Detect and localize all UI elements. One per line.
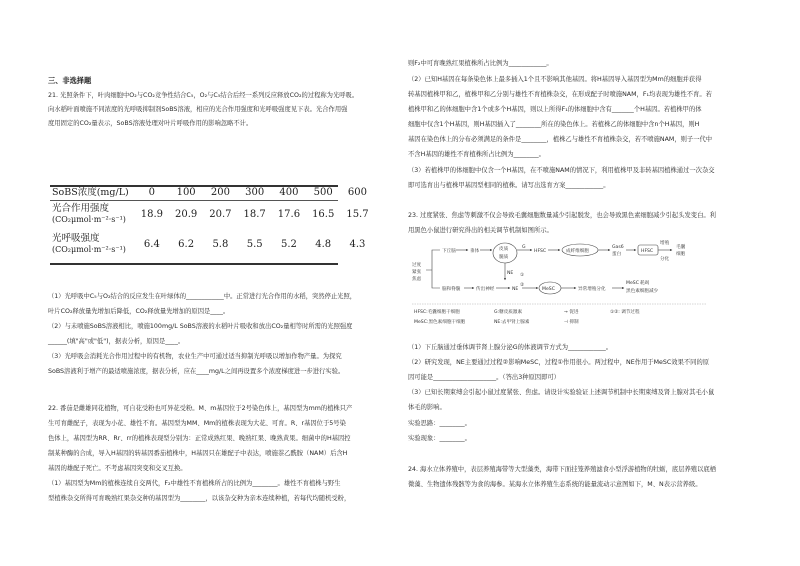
q23-sub-4: （3）已知长期束缚会引起小鼠过度紧张、焦虑。请设计实验验证上述调节机制中长期束缚及肾上腺对其毛小鼠	[408, 389, 715, 396]
hypothalamus-label: 下丘脑	[442, 249, 456, 254]
row-label-photo-name: 光合作用强度	[52, 203, 110, 214]
q21-line-3: 度用固定的CO₂量表示，SoBS溶液处理对叶片呼吸作用的影响忽略不计。	[48, 120, 253, 127]
g-label: G	[522, 245, 526, 250]
conc-cell: 300	[245, 187, 265, 198]
q23-sub-2: （2）研究发现，NE主要通过过程②影响MeSC，过程①作用很小。两过程中，NE作用于MeSC效果不同的原	[408, 359, 710, 366]
photo-cell: 16.5	[312, 208, 335, 220]
q22-line-4: 制某种酶的合成，导入H基因的转基因番茄植株中，H基因只在雄配子中表达，喷施萘乙酰胺（NAM）后含H	[48, 450, 348, 457]
gas6-label-1: Gas6	[612, 245, 624, 250]
q22-line-5: 基因的雄配子死亡。不考虑基因突变和交叉互换。	[48, 465, 187, 472]
table-row-photosynthesis	[50, 199, 375, 229]
photo-cell: 20.9	[175, 208, 198, 220]
adrenal-gland-shape	[493, 243, 517, 263]
mesc-label: MeSC	[542, 287, 555, 292]
q21-sub-6: SoBS溶液利于增产的最适喷施浓度，据表分析，应在____mg/L之间再设置多个浓度梯度进一步进行实验。	[48, 368, 345, 375]
row-label-photo	[50, 199, 135, 229]
q21-sub-5: （3）光呼吸会消耗光合作用过程中的有机物，农业生产中可通过适当抑制光呼吸以增加作物产量。为探究	[48, 353, 342, 360]
nerve-label: 传出神经	[476, 287, 495, 292]
hfsc-inhibit-label: HFSC	[534, 249, 547, 254]
hair-label-1: 毛囊	[676, 245, 686, 250]
row-label-photo-unit: (CO₂μmol·m⁻²·s⁻¹)	[52, 215, 126, 224]
q23-line-1: 23. 过度紧张、焦虑等刺激不仅会导致毛囊细胞数量减少引起脱发，也会导致黑色素细胞减少引起头发变白。利	[408, 212, 716, 219]
conc-cell: 600	[347, 187, 367, 198]
q22-cont-6: 基因在染色体上的分布必须满足的条件是________，植株乙与雄性不育植株杂交，若不喷施NAM，则子一代中	[408, 136, 713, 143]
prolif-label-1: 增殖	[660, 241, 670, 246]
prolif-label-2: 分化	[660, 257, 670, 262]
q22-line-2: 生可育雌配子，表现为小花、雄性不育。基因型为MM、Mm的植株表现为大花、可育。R、r基因位于5号染	[48, 420, 346, 427]
table-row-concentration	[50, 186, 375, 199]
conc-cell: 100	[176, 187, 196, 198]
q22-cont-4: 植株甲和乙的体细胞中含1个或多个H基因，则以上所得F₁的体细胞中含有_______个H基因。若植株甲的体	[408, 106, 702, 113]
adrenal-medulla-label: 髓质	[499, 255, 509, 260]
q21-line-1: 21. 光照条件下，叶肉细胞中O₂与CO₂竞争性结合C₅，O₂与C₅结合后经一系列反应释放CO₂的过程称为光呼吸。	[48, 92, 359, 99]
row-label-resp-unit: (CO₂μmol·m⁻²·s⁻¹)	[52, 245, 126, 254]
q22-line-3: 色体上，基因型为RR、Rr、rr的植株表现型分别为：正常成熟红果、晚熟红果、晚熟黄果。细菌中的H基因控	[48, 435, 351, 442]
conc-cell: 500	[313, 187, 333, 198]
q21-sub-4: ______(填"高"或"低")，据表分析，原因是____。	[48, 338, 185, 345]
legend-mesc: MeSC:黑色素细胞干细胞	[414, 320, 466, 325]
resp-cell: 6.2	[178, 238, 195, 250]
ne-label: NE	[512, 287, 519, 292]
mesc-depletion-2: 耗竭	[640, 281, 650, 286]
q21-sub-1: （1）光呼吸中C₅与O₂结合的反应发生在叶绿体的____________中。正常进行光合作用的水稻，突然停止光照，	[48, 293, 357, 300]
legend-inhibit: ⊣ 抑制	[564, 320, 579, 325]
conc-cell: 0	[148, 187, 156, 198]
q22-cont-1: 则F₂中可育晚熟红果植株所占比例为____________。	[408, 60, 553, 67]
photo-cell: 20.7	[209, 208, 232, 220]
table-rule-bottom	[50, 263, 338, 265]
photo-cell: 18.9	[140, 208, 163, 220]
resp-cell: 5.8	[212, 238, 229, 250]
brain-spinal-label: 脑和脊髓	[442, 287, 461, 292]
q23-sub-6: 实验思路：________。	[408, 420, 471, 427]
legend-process: ①②: 调节过程	[610, 310, 640, 315]
q22-cont-9: 即可选育出与植株甲基因型相同的植株。请写出选育方案____________。	[408, 182, 610, 189]
photo-cell: 17.6	[277, 208, 301, 220]
q22-cont-8: （3）若植株甲的体细胞中仅含一个H基因，在不喷施NAM的情况下，利用植株甲及非转基因植株通过一次杂交	[408, 167, 715, 174]
ne-label-upper: NE	[507, 271, 514, 276]
photo-cell: 15.7	[346, 208, 369, 220]
stimulus-label-1: 过度	[412, 263, 422, 268]
row-label-resp-name: 光呼吸强度	[52, 233, 100, 244]
stimulus-label-2: 紧张	[412, 270, 422, 275]
resp-cell: 4.8	[315, 238, 332, 250]
q22-cont-3: 转基因植株甲和乙，植株甲和乙分别与雄性不育植株杂交，在形成配子时喷施NAM，F₁均表现为雄性不育。若	[408, 91, 712, 98]
hfsc-label: HFSC	[641, 249, 654, 254]
q23-line-2: 用黑色小鼠进行研究得出的相关调节机制如图所示。	[408, 227, 553, 234]
hair-label-2: 细胞	[676, 252, 686, 257]
resp-cell: 5.5	[246, 238, 263, 250]
q22-cont-5: 细胞中仅含1个H基因，则H基因插入了________所在的染色体上。若植株乙的体细胞中含n个H基因，则H	[408, 121, 700, 128]
stimulus-label-3: 焦虑	[412, 277, 422, 282]
conc-cell: 200	[210, 187, 230, 198]
pituitary-label: 垂体	[470, 249, 480, 254]
photo-cell: 18.7	[243, 208, 266, 220]
conc-cell: 400	[279, 187, 299, 198]
section-title: 三、非选择题	[48, 76, 92, 85]
q22-line-7: 型植株杂交所得可育晚熟红果杂交种的基因型为________，以该杂交种为亲本连续种植，若每代均随机受粉，	[48, 495, 351, 502]
mesc-depletion-1: MeSC	[626, 281, 639, 286]
abnormal-label: 异常增殖分化	[578, 287, 606, 292]
q22-cont-7: 不含H基因的雄性不育植株所占比例为________。	[408, 151, 545, 158]
q24-line-2: 微藻、生物遗体残骸等为食的海参。某海水立体养殖生态系统的能量流动示意图如下，M、N表示营养级。	[408, 481, 702, 488]
q21-sub-2: 叶片CO₂释放量先增加后降低，CO₂释放量先增加的原因是____。	[48, 308, 230, 315]
sobs-table	[50, 186, 375, 259]
q23-sub-1: （1）下丘脑通过垂体调节肾上腺分泌G的体液调节方式为____________。	[408, 344, 613, 351]
q24-line-1: 24. 海水立体养殖中，表层养殖海带等大型藻类，海带下面挂笼养殖滤食小型浮游植物的牡蛎，底层养殖以底栖	[408, 466, 716, 473]
q22-cont-2: （2）已知H基因在每条染色体上最多插入1个且不影响其他基因。将H基因导入基因型为Mm的细胞并获得	[408, 76, 702, 83]
legend-promote: → 促进	[564, 310, 579, 315]
resp-cell: 4.3	[349, 238, 366, 250]
circle-1: ①	[520, 273, 525, 278]
legend-ne: NE:去甲肾上腺素	[494, 320, 530, 325]
gas6-label-2: 蛋白	[612, 252, 622, 257]
mesc-depletion-3: 黑色素细胞减少	[626, 289, 659, 294]
legend-hfsc: HFSC:毛囊细胞干细胞	[414, 310, 460, 315]
stimulus-bracket	[426, 250, 440, 288]
q23-sub-5: 体毛的影响。	[408, 404, 446, 411]
q23-sub-3: 因可能是____________________。（答出3种原因即可）	[408, 374, 560, 381]
legend-g: G:糖皮质激素	[494, 310, 523, 315]
regulation-diagram	[410, 236, 710, 334]
q22-line-6: （1）基因型为Mm的植株连续自交两代，F₂中雄性不育植株所占的比例为________。雄性不育植株与野生	[48, 480, 341, 487]
circle-2: ②	[520, 283, 525, 288]
table-row-respiration	[50, 229, 375, 259]
q22-line-1: 22. 番茄是雌雄同花植物，可自花受粉也可异花受粉。M、m基因位于2号染色体上，基因型为mm的植株只产	[48, 405, 353, 412]
q21-line-2: 向水稻叶面喷施不同浓度的光呼吸抑制剂SoBS溶液，相应的光合作用强度和光呼吸强度见下表。光合作用强	[48, 106, 348, 113]
row-label-resp	[50, 229, 135, 259]
resp-cell: 5.2	[280, 238, 297, 250]
adrenal-cortex-label: 皮质	[499, 247, 509, 252]
q23-sub-7: 实验现象：________。	[408, 435, 471, 442]
resp-cell: 6.4	[143, 238, 160, 250]
row-label-conc: SoBS浓度(mg/L)	[52, 187, 129, 198]
q21-sub-3: （2）与未喷施SoBS溶液相比，喷施100mg/L SoBS溶液的水稻叶片吸收和放出CO₂量相等时所需的光照强度	[48, 323, 353, 330]
growth-cell-label: 成纤维细胞	[566, 249, 589, 254]
